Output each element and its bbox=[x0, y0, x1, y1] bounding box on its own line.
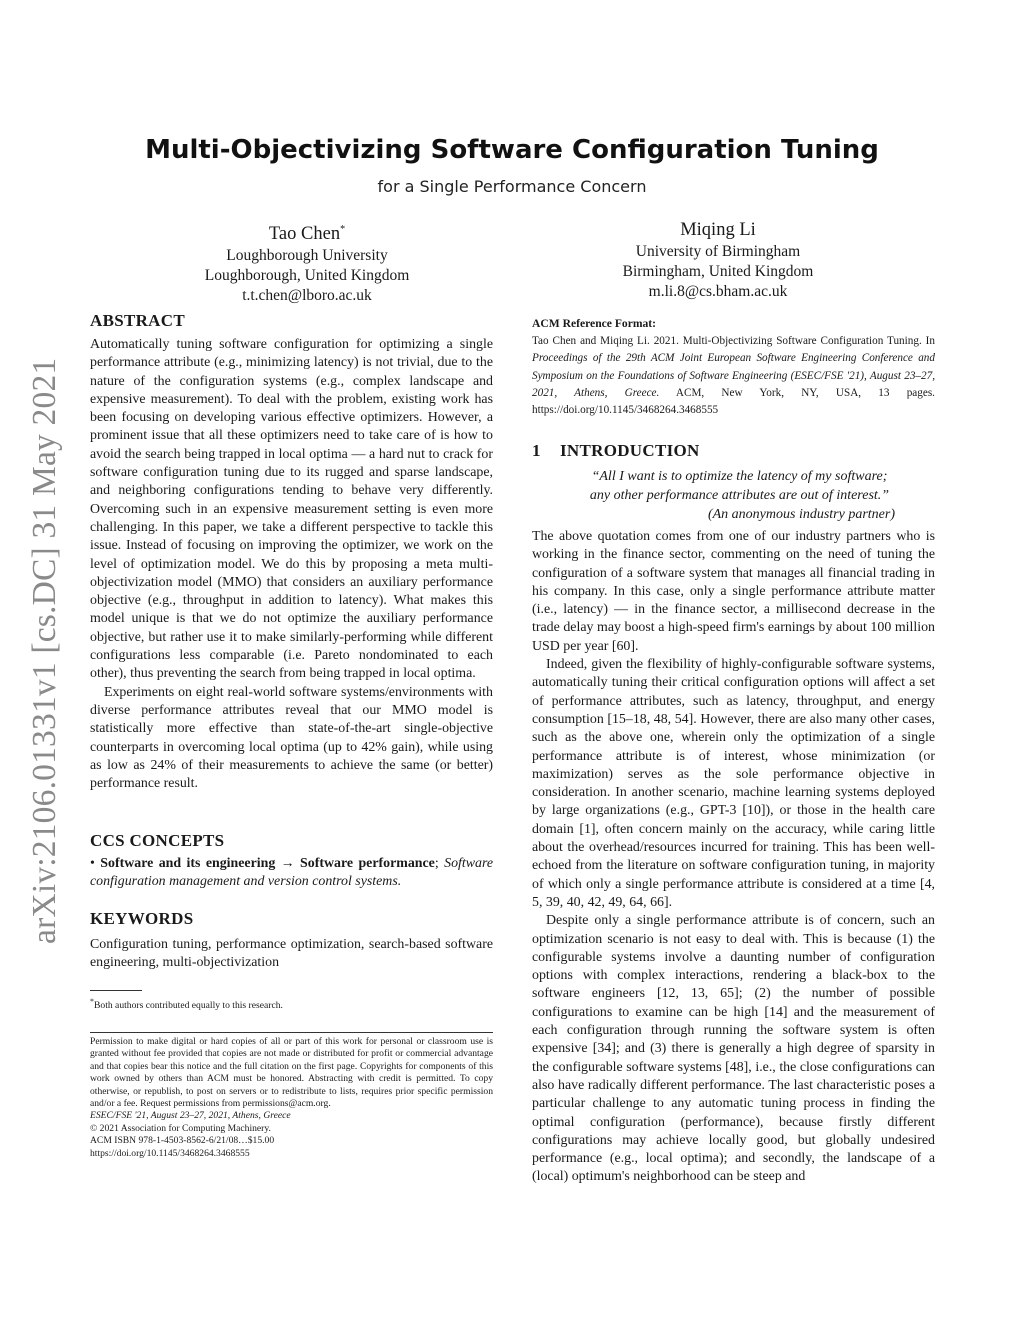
section-number: 1 bbox=[532, 441, 541, 460]
abstract-body bbox=[90, 336, 493, 793]
author-location: Loughborough, United Kingdom bbox=[204, 267, 410, 285]
ccs-concepts-heading: CCS CONCEPTS bbox=[90, 831, 225, 850]
paper-title: Multi-Objectivizing Software Configuration Tuning bbox=[145, 135, 879, 165]
isbn-line: ACM ISBN 978-1-4503-8562-6/21/08…$15.00 bbox=[90, 1135, 275, 1147]
conference-line: ESEC/FSE '21, August 23–27, 2021, Athens, Greece bbox=[90, 1110, 291, 1122]
abstract-paragraph-2: Experiments on eight real-world software systems/environments with diverse performance attributes reveal that our MMO model is statistically more effective than state-of-the-art single-objective counterparts in overcoming local optima (up to 42% gain), while using as low as 24% of their measurements to achieve the same (or better) performance result. bbox=[90, 684, 493, 792]
author-footnote: *Both authors contributed equally to this research. bbox=[90, 997, 283, 1012]
ccs-concepts-body: • Software and its engineering → Software performance; Software configuration management and version control systems. bbox=[90, 856, 493, 890]
author-affiliation: University of Birmingham bbox=[635, 243, 801, 260]
intro-paragraph-2: Indeed, given the flexibility of highly-configurable software systems, automatically tuning their critical configuration options will affect a set of performance attributes, such as latency, throughput, and energy consumption [15–18, 48, 54]. However, there are also many other cases, such as the above one, wherein only the optimization of a single performance attribute is of interest, whose minimization (or maximization) serves as the sole performance objective in consideration. In another scenario, machine learning systems deployed by large organizations (e.g., GPT-3 [10]), or those in the health care domain [1], often concern mainly on the accuracy, while caring little about the overhead/resources incurred for training. This has been well-echoed from the literature on software configuration tuning, in majority of which only a single performance attribute is considered at a time [4, 5, 39, 40, 42, 49, 64, 66]. bbox=[532, 657, 935, 910]
introduction-body bbox=[532, 528, 935, 1187]
footnote-marker: * bbox=[340, 224, 346, 235]
copyright-line: © 2021 Association for Computing Machinery. bbox=[90, 1122, 271, 1134]
author-name: Tao Chen* bbox=[268, 224, 346, 245]
author-name: Miqing Li bbox=[680, 220, 756, 240]
doi-link[interactable]: https://doi.org/10.1145/3468264.3468555 bbox=[90, 1147, 250, 1159]
permission-divider bbox=[90, 1032, 493, 1033]
quote-line: “All I want is to optimize the latency of my software; bbox=[591, 469, 888, 484]
abstract-heading: ABSTRACT bbox=[90, 311, 185, 330]
author-block-1 bbox=[127, 218, 487, 306]
acm-reference-heading: ACM Reference Format: bbox=[532, 317, 657, 330]
author-block-2 bbox=[538, 218, 898, 302]
introduction-heading: 1 INTRODUCTION bbox=[532, 441, 700, 460]
abstract-paragraph-1: Automatically tuning software configuration for optimizing a single performance attribute (e.g., minimizing latency) is not trivial, due to the nature of the configuration systems (e.g., complex landscape and expensive measurement). To deal with the problem, existing work has been focusing on developing various effective optimizers. However, a prominent issue that all these optimizers need to take care of is how to avoid the search being trapped in local optima — a hard nut to crack for software configuration tuning due to its rugged and sparse landscape, and neighboring configurations tending to behave very differently. Overcoming such in an expensive measurement setting is even more challenging. In this paper, we take a different perspective to tackle this issue. Instead of focusing on improving the optimizer, we work on the level of optimization model. We do this by proposing a meta multi-objectivization model (MMO) that considers an auxiliary performance objective (e.g., throughput in addition to latency). What makes this model unique is that we do not optimize the auxiliary performance objective, but rather use it to make similarly-performing while different configurations less comparable (i.e. Pareto nondominated to each other), thus preventing the search from being trapped in local optima. bbox=[90, 337, 493, 682]
paper-subtitle: for a Single Performance Concern bbox=[377, 177, 647, 196]
epigraph-quote bbox=[532, 467, 935, 524]
arxiv-identifier-stamp: arXiv:2106.01331v1 [cs.DC] 31 May 2021 bbox=[26, 357, 63, 944]
quote-attribution: (An anonymous industry partner) bbox=[707, 507, 895, 522]
author-location: Birmingham, United Kingdom bbox=[622, 263, 814, 280]
permission-text: Permission to make digital or hard copies of all or part of this work for personal or classroom use is granted without fee provided that copies are not made or distributed for profit or commercial advantage and that copies bear this notice and the full citation on the first page. Copyrights for components of this work owned by others than ACM must be honored. Abstracting with credit is permitted. To copy otherwise, or republish, to post on servers or to redistribute to lists, requires prior specific permission and/or a fee. Request permissions from permissions@acm.org. bbox=[90, 1036, 493, 1110]
ccs-concept-primary: Software and its engineering → Software performance bbox=[100, 856, 435, 871]
author-affiliation: Loughborough University bbox=[226, 247, 388, 265]
acm-reference-body: Tao Chen and Miqing Li. 2021. Multi-Objectivizing Software Configuration Tuning. In Proceedings of the 29th ACM Joint European Software Engineering Conference and Symposium on the Foundations of Software Engineering (ESEC/FSE '21), August 23–27, 2021, Athens, Greece. ACM, New York, NY, USA, 13 pages. https://doi.org/10.1145/3468264.3468555 bbox=[532, 335, 935, 417]
footnote-divider bbox=[90, 990, 142, 991]
author-email[interactable]: m.li.8@cs.bham.ac.uk bbox=[648, 283, 788, 300]
keywords-heading: KEYWORDS bbox=[90, 909, 194, 928]
intro-paragraph-3: Despite only a single performance attribute is of concern, such an optimization scenario is not easy to deal with. This is because (1) the configurable systems involve a daunting number of configuration options with complex interactions, rendering a black-box to the software engineers [12, 13, 65]; (2) the number of possible configurations to examine can be high [14] and the measurement of each configuration through running the software system is often expensive [34]; and (3) there is generally a high degree of sparsity in the configurable software systems [48], i.e., the close configurations can also have radically different performance. The last characteristic poses a particular challenge to any automatic tuning process in finding the optimal configuration (performance), because firstly different configurations may achieve locally good, but globally undesired performance (e.g., local optima); and secondly, the landscape of a (local) optimum's neighborhood can be steep and bbox=[532, 913, 935, 1185]
intro-paragraph-1: The above quotation comes from one of our industry partners who is working in the finance sector, commenting on the need of tuning the configuration of a software system that manages all financial trading in his company. In this case, only a single performance attribute matter (i.e., latency) — in the finance sector, a millisecond decrease in the trade delay may boost a high-speed firm's earnings by about 100 million USD per year [60]. bbox=[532, 529, 935, 654]
ccs-concept-secondary: Software configuration management and version control systems. bbox=[90, 856, 493, 890]
keywords-body: Configuration tuning, performance optimization, search-based software engineering, multi-objectivization bbox=[90, 937, 493, 971]
author-email[interactable]: t.t.chen@lboro.ac.uk bbox=[242, 287, 372, 305]
permission-notice bbox=[90, 1036, 493, 1160]
quote-line: any other performance attributes are out of interest.” bbox=[589, 488, 890, 503]
